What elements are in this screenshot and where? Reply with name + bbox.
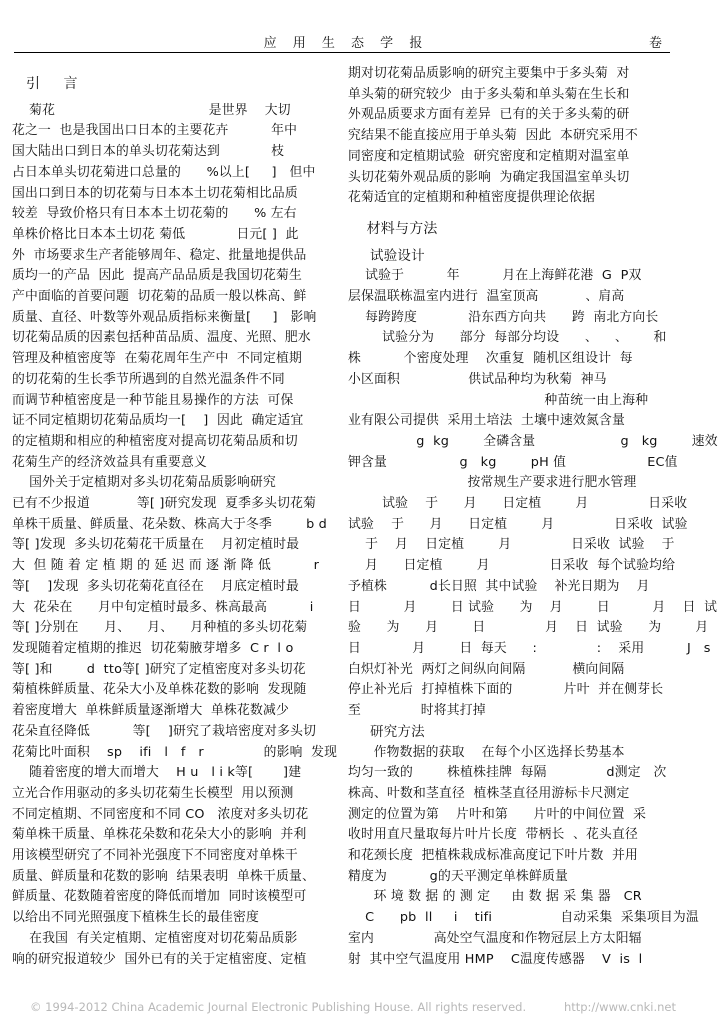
text-line: 试验分为 部分 每部分均设 、 、 和 (348, 330, 667, 346)
text-line: 至 时将其打掉 (348, 703, 486, 719)
text-line: C pb ll i tifi 自动采集 采集项目为温 (348, 910, 699, 926)
text-line: 月 日定植 月 日采收 每个试验均给 (348, 558, 676, 574)
text-line: 已有不少报道 等[ ]研究发现 夏季多头切花菊 (12, 496, 317, 512)
footer (0, 994, 692, 1024)
text-line: 种苗统一由上海种 (348, 392, 649, 408)
right-column-intro (348, 64, 668, 209)
text-line: 株高、叶数和茎直径 植株茎直径用游标卡尺测定 (348, 785, 630, 801)
text-line: 大 花朵在 月中旬定植时最多、株高最高 i (12, 599, 314, 615)
text-line: 射 其中空气温度用 HMP C温度传感器 V is l (348, 951, 643, 967)
journal-name: 应 用 生 态 学 报 (263, 36, 429, 51)
text-line: 国大陆出口到日本的单头切花菊达到 枝 (12, 144, 285, 160)
text-line: 小区面积 供试品种均为秋菊 神马 (348, 371, 607, 387)
text-line: 国出口到日本的切花菊与日本本土切花菊相比品质 (12, 185, 298, 201)
text-line: 均匀一致的 株植株挂牌 每隔 d测定 次 (348, 765, 667, 781)
text-line: 证不同定植期切花菊品质均一[ ] 因此 确定适宜 (12, 413, 304, 429)
text-line: 精度为 g的天平测定单株鲜质量 (348, 868, 568, 884)
text-line: 较差 导致价格只有日本本土切花菊的 % 左右 (12, 206, 297, 222)
text-line: 同密度和定植期试验 研究密度和定植期对温室单 (348, 148, 630, 164)
text-line: 株 个密度处理 次重复 随机区组设计 每 (348, 351, 633, 367)
text-line: 发现随着定植期的推迟 切花菊腋芽增多 C r l o (12, 640, 294, 656)
text-line: 停止补光后 打掉植株下面的 片叶 并在侧芽长 (348, 682, 664, 698)
text-line: 切花菊品质的因素包括种苗品质、温度、光照、肥水 (12, 330, 311, 346)
text-line: 菊单株干质量、单株花朵数和花朵大小的影响 并利 (12, 827, 307, 843)
text-line: 而调节种植密度是一种节能且易操作的方法 可保 (12, 392, 294, 408)
text-line: 日 月 日 试验 为 月 日 月 日 试 (348, 599, 718, 615)
text-line: 等[ ]和 d tto等[ ]研究了定植密度对多头切花 (12, 661, 306, 677)
text-line: 试验 于 月 日定植 月 日采收 (348, 496, 688, 512)
text-line: 外观品质要求方面有差异 已有的关于多头菊的研 (348, 107, 630, 123)
text-line: 层保温联栋温室内进行 温室顶高 、肩高 (348, 289, 625, 305)
text-line: 试验 于 月 日定植 月 日采收 试验 (348, 516, 688, 532)
text-line: 业有限公司提供 采用土培法 土壤中速效氮含量 (348, 413, 626, 429)
right-column-design (348, 266, 718, 721)
text-line: 测定的位置为第 片叶和第 片叶的中间位置 采 (348, 806, 647, 822)
volume-label: 卷 (648, 36, 662, 51)
source-url: http://www.cnki.net (563, 1000, 676, 1014)
text-line: 着密度增大 单株鲜质量逐渐增大 单株花数减少 (12, 703, 290, 719)
text-line: 头切花菊外观品质的影响 为确定我国温室单头切 (348, 169, 630, 185)
text-line: 花菊比叶面积 sp ifi l f r 的影响 发现 (12, 744, 338, 760)
text-line: 和花颈长度 把植株栽成标准高度记下叶片数 并用 (348, 848, 639, 864)
text-line: 质量、鲜质量和花数的影响 结果表明 单株干质量、 (12, 868, 316, 884)
text-line: 菊花 是世界 大切 (12, 102, 291, 118)
text-line: 于 月 日定植 月 日采收 试验 于 (348, 537, 675, 553)
text-line: 在我国 有关定植期、定植密度对切花菊品质影 (12, 930, 298, 946)
text-line: 质量、直径、叶数等外观品质指标来衡量[ ] 影响 (12, 309, 317, 325)
text-line: 钾含量 g kg pH 值 EC值 (348, 454, 678, 470)
materials-methods-heading: 材料与方法 (348, 220, 438, 237)
text-line: 立光合作用驱动的多头切花菊生长模型 用以预测 (12, 785, 294, 801)
right-column (348, 64, 718, 970)
text-line: 单头菊的研究较少 由于多头菊和单头菊在生长和 (348, 86, 630, 102)
text-line: 单株干质量、鲜质量、花朵数、株高大于冬季 b d (12, 516, 327, 532)
left-column (12, 64, 338, 970)
text-line: 产中面临的首要问题 切花菊的品质一般以株高、鲜 (12, 289, 307, 305)
text-line: 用该模型研究了不同补光强度下不同密度对单株干 (12, 848, 298, 864)
text-line: 菊植株鲜质量、花朵大小及单株花数的影响 发现随 (12, 682, 307, 698)
text-line: 等[ ]发现 多头切花菊花直径在 月底定植时最 (12, 578, 300, 594)
text-line: 每跨跨度 沿东西方向共 跨 南北方向长 (348, 309, 659, 325)
intro-heading: 引 言 (26, 76, 78, 92)
text-line: 白炽灯补光 两灯之间纵向间隔 横向间隔 (348, 661, 625, 677)
text-line: 等[ ]分别在 月、 月、 月种植的多头切花菊 (12, 620, 308, 636)
text-line: 响的研究报道较少 国外已有的关于定植密度、定植 (12, 951, 307, 967)
text-line: 鲜质量、花数随着密度的降低而增加 同时该模型可 (12, 889, 307, 905)
text-line: 验 为 月 日 月 日 试验 为 月 (348, 620, 709, 636)
copyright-notice: © 1994-2012 China Academic Journal Electronic Publishing House. All rights reserved. (30, 1000, 527, 1014)
text-line: 占日本单头切花菊进口总量的 %以上[ ] 但中 (12, 164, 316, 180)
text-line: 的定植期和相应的种植密度对提高切花菊品质和切 (12, 433, 298, 449)
text-line: 作物数据的获取 在每个小区选择长势基本 (348, 744, 625, 760)
text-line: 日 月 日 每天 : : 采用 J s (348, 640, 711, 656)
text-line: 花之一 也是我国出口日本的主要花卉 年中 (12, 123, 298, 139)
text-line: 不同定植期、不同密度和不同 CO 浓度对多头切花 (12, 806, 309, 822)
text-line: 试验于 年 月在上海鲜花港 G P双 (348, 268, 642, 284)
text-line: 大 但 随 着 定 植 期 的 延 迟 而 逐 渐 降 低 r (12, 558, 320, 574)
subsection-experiment-design: 试验设计 (370, 247, 425, 264)
text-line: 质均一的产品 因此 提高产品品质是我国切花菊生 (12, 268, 303, 284)
subsection-research-methods: 研究方法 (370, 723, 425, 740)
right-column-methods (348, 743, 699, 971)
text-line: 等[ ]发现 多头切花菊花干质量在 月初定植时最 (12, 537, 300, 553)
text-line: 究结果不能直接应用于单头菊 因此 本研究采用不 (348, 128, 639, 144)
text-line: g kg 全磷含量 g kg 速效 (348, 433, 718, 449)
text-line: 单株价格比日本本土切花 菊低 日元[ ] 此 (12, 226, 299, 242)
text-line: 按常规生产要求进行肥水管理 (348, 475, 637, 491)
running-header (0, 30, 692, 52)
text-line: 管理及种植密度等 在菊花周年生产中 不同定植期 (12, 351, 303, 367)
text-line: 收时用直尺量取每片叶片长度 带柄长 、花头直径 (348, 827, 639, 843)
text-line: 花菊生产的经济效益具有重要意义 (12, 454, 207, 470)
text-line: 花菊适宜的定植期和种植密度提供理论依据 (348, 190, 595, 206)
text-line: 环 境 数 据 的 测 定 由 数 据 采 集 器 CR (348, 889, 642, 905)
header-rule (14, 52, 670, 53)
text-line: 予植株 d长日照 其中试验 补光日期为 月 (348, 578, 650, 594)
text-line: 花朵直径降低 等[ ]研究了栽培密度对多头切 (12, 723, 317, 739)
text-line: 国外关于定植期对多头切花菊品质影响研究 (12, 475, 277, 491)
text-line: 随着密度的增大而增大 H u l i k等[ ]建 (12, 765, 302, 781)
text-line: 室内 高处空气温度和作物冠层上方太阳辐 (348, 930, 642, 946)
text-line: 外 市场要求生产者能够周年、稳定、批量地提供品 (12, 247, 307, 263)
left-column-body (12, 101, 338, 971)
text-line: 期对切花菊品质影响的研究主要集中于多头菊 对 (348, 66, 630, 81)
text-line: 的切花菊的生长季节所遇到的自然光温条件不同 (12, 371, 285, 387)
text-line: 以给出不同光照强度下植株生长的最佳密度 (12, 910, 259, 926)
